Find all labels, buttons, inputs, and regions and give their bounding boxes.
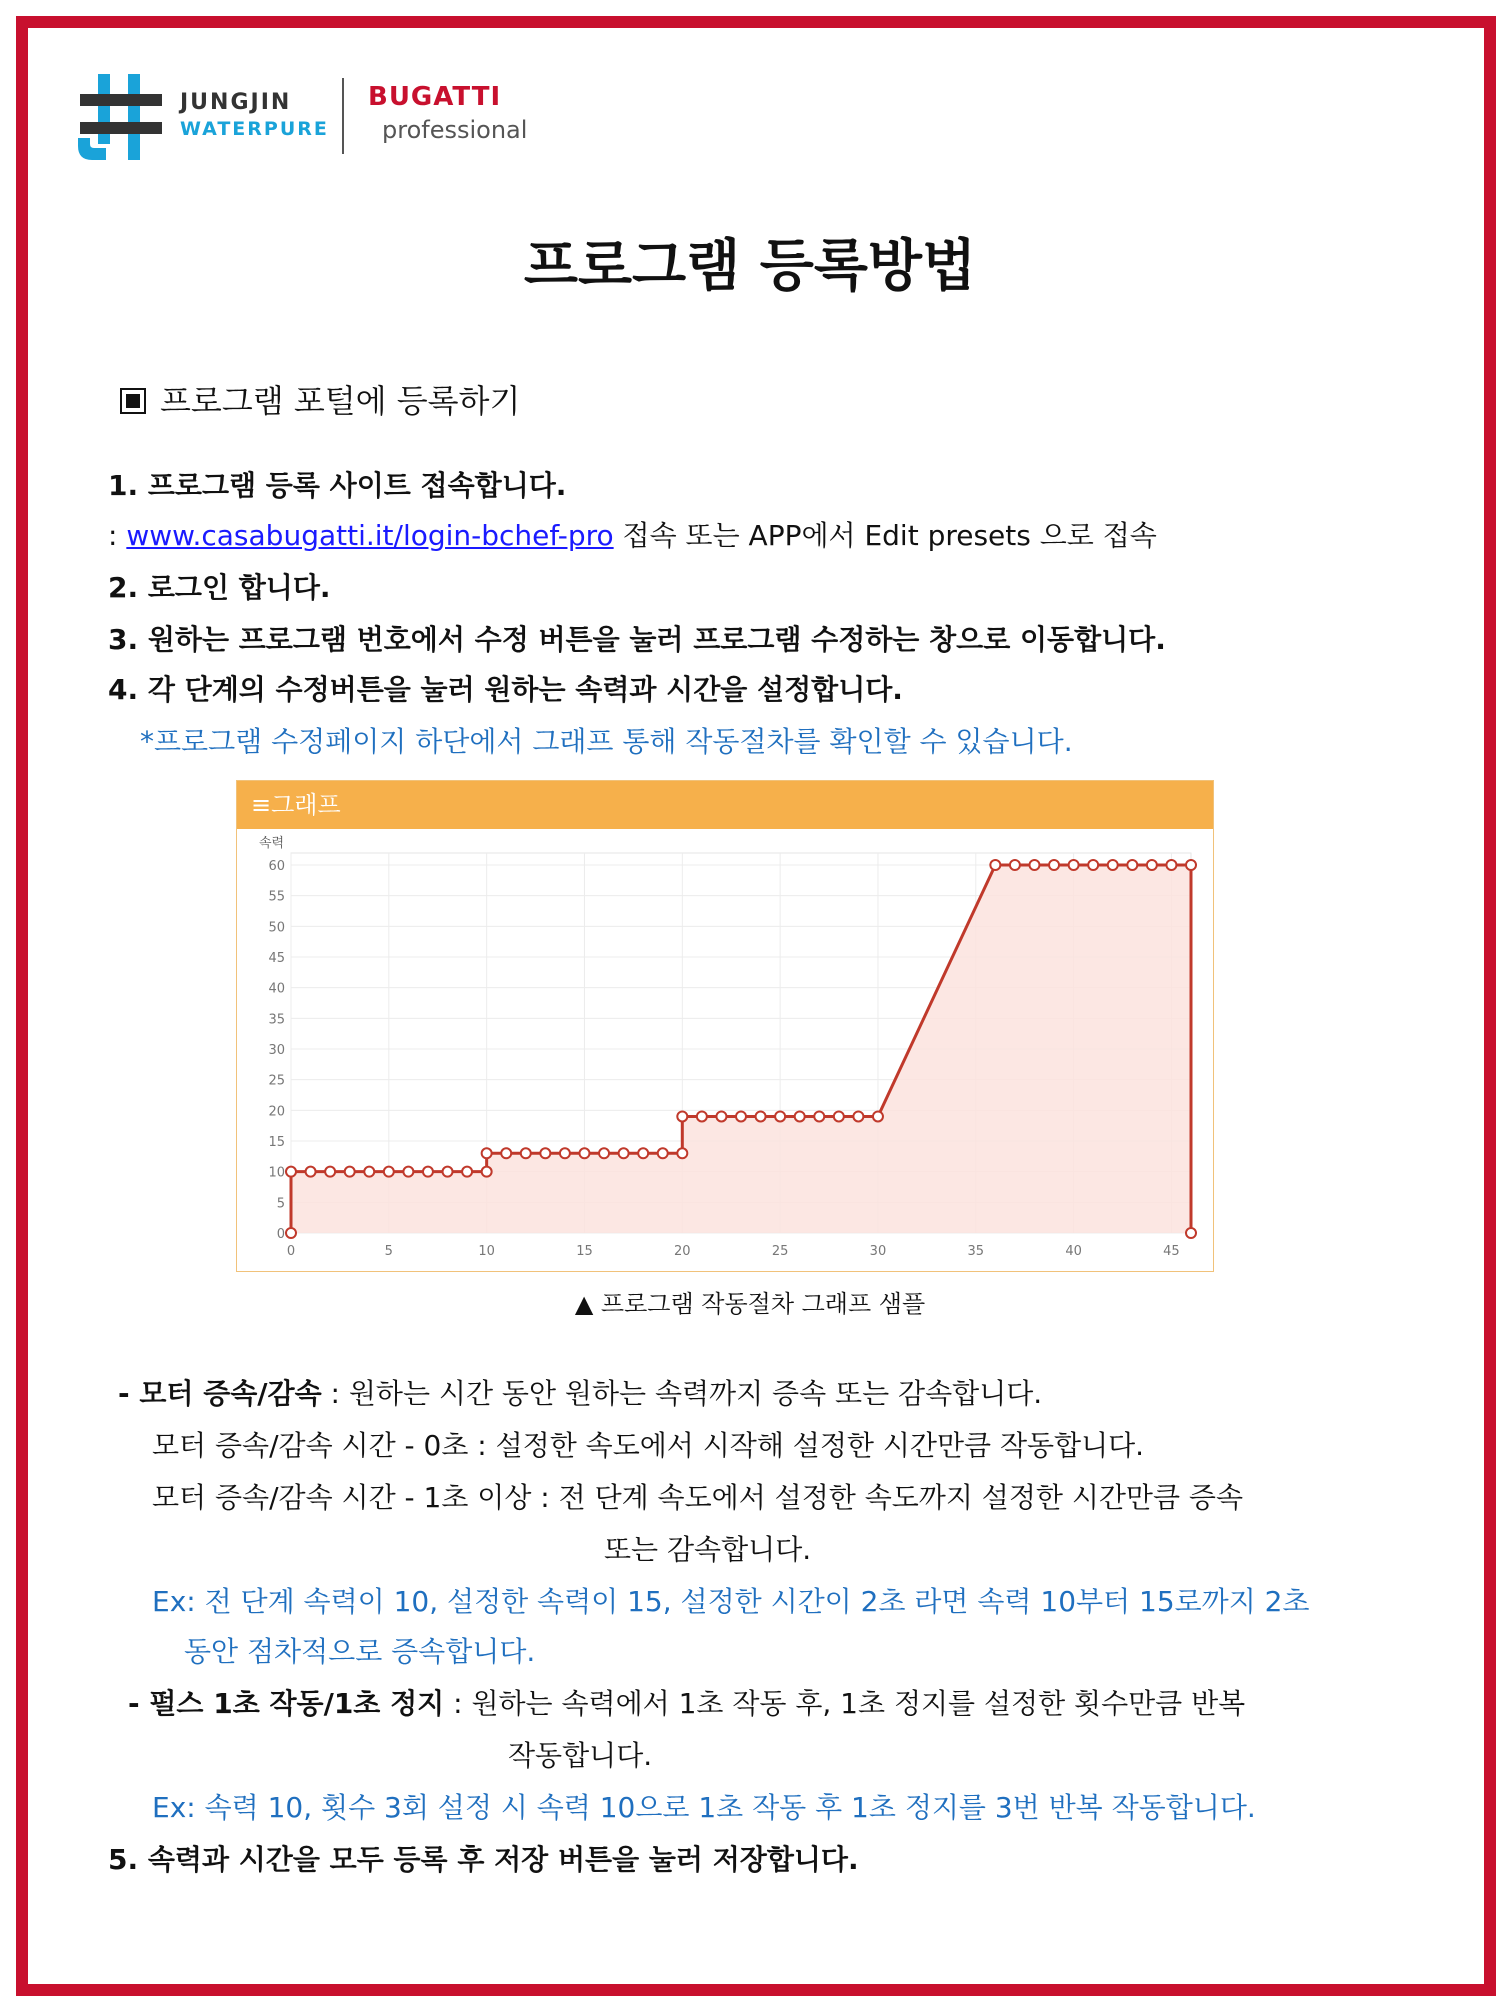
section-heading [120,376,520,422]
data-point [716,1111,726,1121]
motor-1s-note-b: 또는 감속합니다. [604,1533,812,1566]
data-point [1147,860,1157,870]
data-point [1186,1228,1196,1238]
bugatti-login-link[interactable]: www.casabugatti.it/login-bchef-pro [126,519,614,552]
y-tick-label: 30 [268,1043,285,1058]
speed-time-chart [237,829,1213,1271]
motor-note [118,1372,1042,1412]
x-tick-label: 35 [967,1244,985,1259]
y-tick-label: 50 [268,920,285,936]
data-point [325,1167,335,1177]
graph-panel-header: ≡그래프 [237,781,1213,829]
step-1: 1. 프로그램 등록 사이트 접속합니다. [108,469,567,502]
y-axis-label: 속력 [259,836,285,851]
square-bullet-icon [120,388,146,414]
data-point [1166,860,1176,870]
y-tick-label: 5 [276,1196,285,1212]
y-tick-label: 15 [268,1135,285,1150]
data-point [579,1148,589,1158]
data-point [1186,860,1196,870]
page-title: 프로그램 등록방법 [523,234,977,299]
step-5: 5. 속력과 시간을 모두 등록 후 저장 버튼을 눌러 저장합니다. [108,1843,859,1876]
motor-example-b: 동안 점차적으로 증속합니다. [184,1635,536,1668]
data-point [873,1111,883,1121]
y-tick-label: 35 [268,1012,285,1028]
data-point [306,1167,316,1177]
y-tick-label: 45 [268,951,285,966]
data-point [853,1111,863,1121]
pulse-note-title: - 펄스 1초 작동/1초 정지 [128,1687,445,1720]
data-point [1049,860,1059,870]
data-point [540,1148,550,1158]
step-2: 2. 로그인 합니다. [108,571,331,604]
x-tick-label: 10 [478,1244,495,1259]
data-point [677,1148,687,1158]
data-point [1108,860,1118,870]
graph-panel [236,780,1214,1272]
pulse-note-desc: : 원하는 속력에서 1초 작동 후, 1초 정지를 설정한 횟수만큼 반복 [444,1687,1246,1720]
data-point [482,1148,492,1158]
y-tick-label: 60 [268,859,285,874]
data-point [384,1167,394,1177]
x-tick-label: 0 [286,1244,296,1259]
data-point [1010,860,1020,870]
step-4: 4. 각 단계의 수정버튼을 눌러 원하는 속력과 시간을 설정합니다. [108,673,903,706]
data-point [560,1148,570,1158]
y-tick-label: 40 [268,981,285,997]
logo-divider [342,78,344,154]
x-tick-label: 25 [771,1244,789,1259]
y-tick-label: 25 [268,1073,285,1089]
x-tick-label: 30 [869,1244,887,1259]
data-point [638,1148,648,1158]
x-tick-label: 40 [1065,1244,1082,1259]
jungjin-logo-icon [76,72,166,162]
jungjin-wordmark [180,90,329,142]
data-point [286,1228,296,1238]
step-3: 3. 원하는 프로그램 번호에서 수정 버튼을 눌러 프로그램 수정하는 창으로 이동합니다. [108,623,1166,656]
data-point [834,1111,844,1121]
data-point [990,860,1000,870]
y-tick-label: 10 [268,1165,285,1181]
motor-note-title: - 모터 증속/감속 [118,1377,322,1410]
x-tick-label: 45 [1163,1244,1180,1259]
section-heading-text: 프로그램 포털에 등록하기 [160,382,521,420]
data-point [364,1167,374,1177]
motor-note-desc: : 원하는 시간 동안 원하는 속력까지 증속 또는 감속합니다. [321,1377,1043,1410]
data-point [286,1167,296,1177]
step-1-suffix: 접속 또는 APP에서 Edit presets 으로 접속 [613,519,1157,552]
data-point [521,1148,531,1158]
data-point [1127,860,1137,870]
data-point [403,1167,413,1177]
step-1-detail [108,514,1157,554]
data-point [677,1111,687,1121]
data-point [423,1167,433,1177]
motor-example-a: Ex: 전 단계 속력이 10, 설정한 속력이 15, 설정한 시간이 2초 라면 속력 10부터 15로까지 2초 [152,1585,1310,1618]
data-point [599,1148,609,1158]
pulse-example: Ex: 속력 10, 횟수 3회 설정 시 속력 10으로 1초 작동 후 1초 정지를 3번 반복 작동합니다. [152,1791,1256,1824]
data-point [462,1167,472,1177]
data-point [482,1167,492,1177]
data-point [1029,860,1039,870]
motor-1s-note-a: 모터 증속/감속 시간 - 1초 이상 : 전 단계 속도에서 설정한 속도까지 설정한 시간만큼 증속 [152,1481,1244,1514]
data-point [756,1111,766,1121]
data-point [814,1111,824,1121]
waterpure-name: WATERPURE [180,118,329,140]
x-tick-label: 20 [674,1244,691,1259]
data-point [795,1111,805,1121]
data-point [658,1148,668,1158]
jungjin-name: JUNGJIN [180,90,292,115]
data-point [345,1167,355,1177]
data-point [501,1148,511,1158]
step-1-prefix: : [108,519,127,552]
pulse-note [128,1682,1245,1722]
y-tick-label: 0 [276,1227,285,1242]
data-point [697,1111,707,1121]
bugatti-professional: professional [382,116,528,144]
x-tick-label: 5 [384,1244,393,1259]
data-point [1088,860,1098,870]
data-point [775,1111,785,1121]
x-tick-label: 15 [576,1244,593,1259]
data-point [736,1111,746,1121]
data-point [619,1148,629,1158]
step-4-note: *프로그램 수정페이지 하단에서 그래프 통해 작동절차를 확인할 수 있습니다. [140,725,1073,758]
bugatti-wordmark [368,82,527,144]
data-point [443,1167,453,1177]
graph-caption: ▲ 프로그램 작동절차 그래프 샘플 [574,1290,926,1318]
motor-0s-note: 모터 증속/감속 시간 - 0초 : 설정한 속도에서 시작해 설정한 시간만큼 작동합니다. [152,1429,1145,1462]
data-point [1069,860,1079,870]
pulse-note-cont: 작동합니다. [508,1739,653,1772]
y-tick-label: 20 [268,1104,285,1120]
y-tick-label: 55 [268,889,285,905]
bugatti-name: BUGATTI [368,82,502,112]
